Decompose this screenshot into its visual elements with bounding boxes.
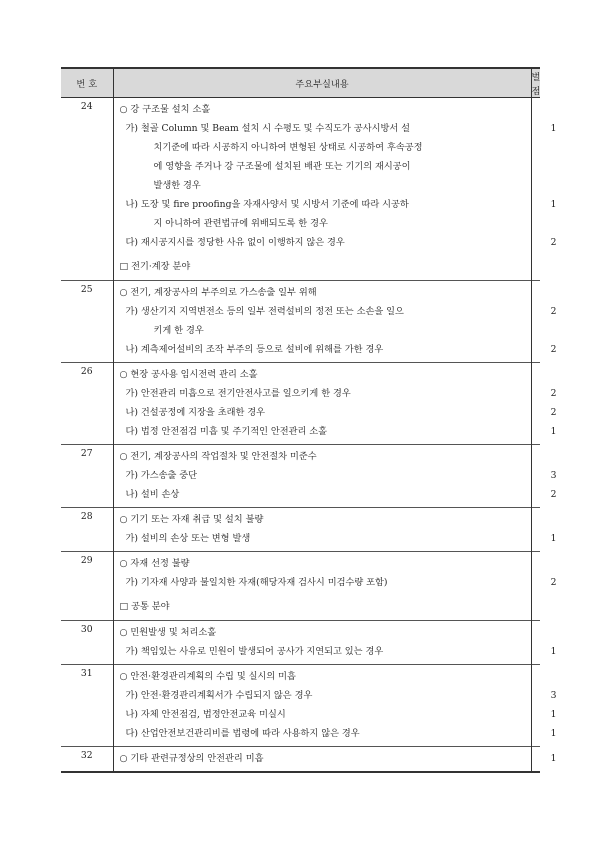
table-row <box>61 98 540 256</box>
item-title-line <box>118 283 527 302</box>
item-number: 26 <box>61 363 113 445</box>
penalty-points: 1 <box>550 728 557 739</box>
item-title: ○ 현장 공사용 임시전력 관리 소홀 <box>119 369 258 380</box>
item-title: ○ 강 구조물 설치 소홀 <box>119 104 211 115</box>
penalty-points <box>519 554 589 573</box>
item-title-line <box>118 365 527 384</box>
sub-item-line <box>118 403 557 422</box>
header-content: 주요부실내용 <box>113 68 531 98</box>
item-title-line <box>118 623 527 642</box>
header-penalty: 벌점 <box>531 68 540 98</box>
sub-item-text: 나) 설비 손상 <box>125 489 180 500</box>
sub-item-line <box>118 573 557 592</box>
sub-item-text: 가) 생산기지 지역변전소 등의 일부 전력설비의 정전 또는 소손을 일으 <box>125 306 404 317</box>
sub-item-text: 에 영향을 주거나 강 구조물에 설치된 배관 또는 기기의 재시공이 <box>153 161 411 172</box>
table-row <box>61 281 540 363</box>
item-title: ○ 안전·환경관리계획의 수립 및 실시의 미흡 <box>119 671 296 682</box>
sub-item-line <box>118 321 527 340</box>
sub-item-line <box>118 642 557 661</box>
table-header-row <box>61 68 540 98</box>
sub-item-text: 다) 법정 안전점검 미흡 및 주기적인 안전관리 소홀 <box>125 426 328 437</box>
table-body <box>61 98 557 773</box>
penalty-points: 2 <box>550 407 557 418</box>
penalty-points <box>519 510 589 529</box>
item-number: 24 <box>61 98 113 256</box>
sub-item-line <box>118 466 557 485</box>
penalty-points <box>519 447 589 466</box>
penalty-points: 3 <box>550 470 557 481</box>
penalty-points <box>519 157 589 176</box>
sub-item-text: 다) 재시공지시를 정당한 사유 없이 이행하지 않은 경우 <box>125 237 345 248</box>
item-number: 25 <box>61 281 113 363</box>
penalty-points: 1 <box>550 646 557 657</box>
item-title-line <box>118 749 557 768</box>
item-title: ○ 민원발생 및 처리소홀 <box>119 627 217 638</box>
penalty-points: 2 <box>550 577 557 588</box>
sub-item-line <box>118 233 557 252</box>
item-title-line <box>118 447 527 466</box>
sub-item-text: 가) 기자재 사양과 불일치한 자재(해당자재 검사시 미검수량 포함) <box>125 577 388 588</box>
item-number: 32 <box>61 747 113 773</box>
item-title: ○ 자재 선정 불량 <box>119 558 190 569</box>
penalty-points: 1 <box>550 199 557 210</box>
sub-item-line <box>118 157 527 176</box>
sub-item-text: 가) 안전·환경관리계획서가 수립되지 않은 경우 <box>125 690 313 701</box>
sub-item-text: 키게 한 경우 <box>153 325 204 336</box>
sub-item-line <box>118 302 557 321</box>
sub-item-text: 나) 건설공정에 지장을 초래한 경우 <box>125 407 266 418</box>
sub-item-line <box>118 529 557 548</box>
penalty-points <box>519 138 589 157</box>
sub-item-text: 치기준에 따라 시공하지 아니하여 변형된 상태로 시공하여 후속공정 <box>153 142 423 153</box>
section-heading: □ 전기·계장 분야 <box>119 261 191 272</box>
penalty-points: 1 <box>550 709 557 720</box>
sub-item-line <box>118 705 557 724</box>
sub-item-text: 가) 가스송출 중단 <box>125 470 198 481</box>
sub-item-text: 나) 계측제어설비의 조작 부주의 등으로 설비에 위해를 가한 경우 <box>125 344 384 355</box>
table-row <box>61 363 540 445</box>
penalty-points <box>519 176 589 195</box>
sub-item-text: 지 아니하여 관련법규에 위배되도록 한 경우 <box>153 218 328 229</box>
item-title: ○ 전기, 계장공사의 작업절차 및 안전절차 미준수 <box>119 451 317 462</box>
item-number: 30 <box>61 621 113 665</box>
item-title: ○ 전기, 계장공사의 부주의로 가스송출 일부 위해 <box>119 287 317 298</box>
penalty-points <box>519 283 589 302</box>
item-number: 27 <box>61 445 113 508</box>
sub-item-text: 나) 도장 및 fire proofing을 자재사양서 및 시방서 기준에 따라 시공하 <box>125 199 409 210</box>
sub-item-text: 가) 철골 Column 및 Beam 설치 시 수평도 및 수직도가 공사시방서 설 <box>125 123 411 134</box>
penalty-points <box>519 321 589 340</box>
header-number: 번 호 <box>61 68 113 98</box>
table-row <box>61 552 540 596</box>
sub-item-text: 가) 설비의 손상 또는 변형 발생 <box>125 533 251 544</box>
penalty-points: 1 <box>550 426 557 437</box>
penalty-points <box>519 365 589 384</box>
penalty-points <box>519 100 589 119</box>
sub-item-line <box>118 686 557 705</box>
sub-item-text: 가) 책임있는 사유로 민원이 발생되어 공사가 지연되고 있는 경우 <box>125 646 384 657</box>
sub-item-text: 가) 안전관리 미흡으로 전기안전사고를 일으키게 한 경우 <box>125 388 351 399</box>
sub-item-text: 발생한 경우 <box>153 180 201 191</box>
sub-item-line <box>118 422 557 441</box>
sub-item-text: 나) 자체 안전점검, 법정안전교육 미실시 <box>125 709 286 720</box>
penalty-points: 3 <box>550 690 557 701</box>
penalty-points: 2 <box>550 237 557 248</box>
section-row <box>61 255 540 281</box>
sub-item-line <box>118 119 557 138</box>
section-row <box>61 595 540 621</box>
penalty-points: 2 <box>550 388 557 399</box>
penalty-points <box>519 667 589 686</box>
penalty-table <box>61 67 557 773</box>
sub-item-line <box>118 176 527 195</box>
table-row <box>61 665 540 747</box>
penalty-points <box>519 214 589 233</box>
item-title-line <box>118 554 527 573</box>
sub-item-line <box>118 195 557 214</box>
sub-item-line <box>118 340 557 359</box>
penalty-points: 2 <box>550 306 557 317</box>
item-title: ○ 기타 관련규정상의 안전관리 미흡 <box>119 753 264 764</box>
item-title-line <box>118 510 527 529</box>
table-row <box>61 445 540 508</box>
sub-item-text: 다) 산업안전보건관리비를 법령에 따라 사용하지 않은 경우 <box>125 728 360 739</box>
penalty-points: 1 <box>550 753 557 764</box>
sub-item-line <box>118 724 557 743</box>
table-row <box>61 508 540 552</box>
item-title-line <box>118 667 527 686</box>
penalty-points: 1 <box>550 533 557 544</box>
table-row <box>61 621 540 665</box>
item-number: 29 <box>61 552 113 596</box>
table-row <box>61 747 540 773</box>
penalty-points <box>519 623 589 642</box>
sub-item-line <box>118 214 527 233</box>
item-number: 31 <box>61 665 113 747</box>
penalty-points: 2 <box>550 489 557 500</box>
item-title-line <box>118 100 527 119</box>
item-number: 28 <box>61 508 113 552</box>
penalty-points: 1 <box>550 123 557 134</box>
sub-item-line <box>118 138 527 157</box>
sub-item-line <box>118 384 557 403</box>
section-heading: □ 공통 분야 <box>119 601 170 612</box>
penalty-points: 2 <box>550 344 557 355</box>
item-title: ○ 기기 또는 자재 취급 및 설치 불량 <box>119 514 264 525</box>
sub-item-line <box>118 485 557 504</box>
